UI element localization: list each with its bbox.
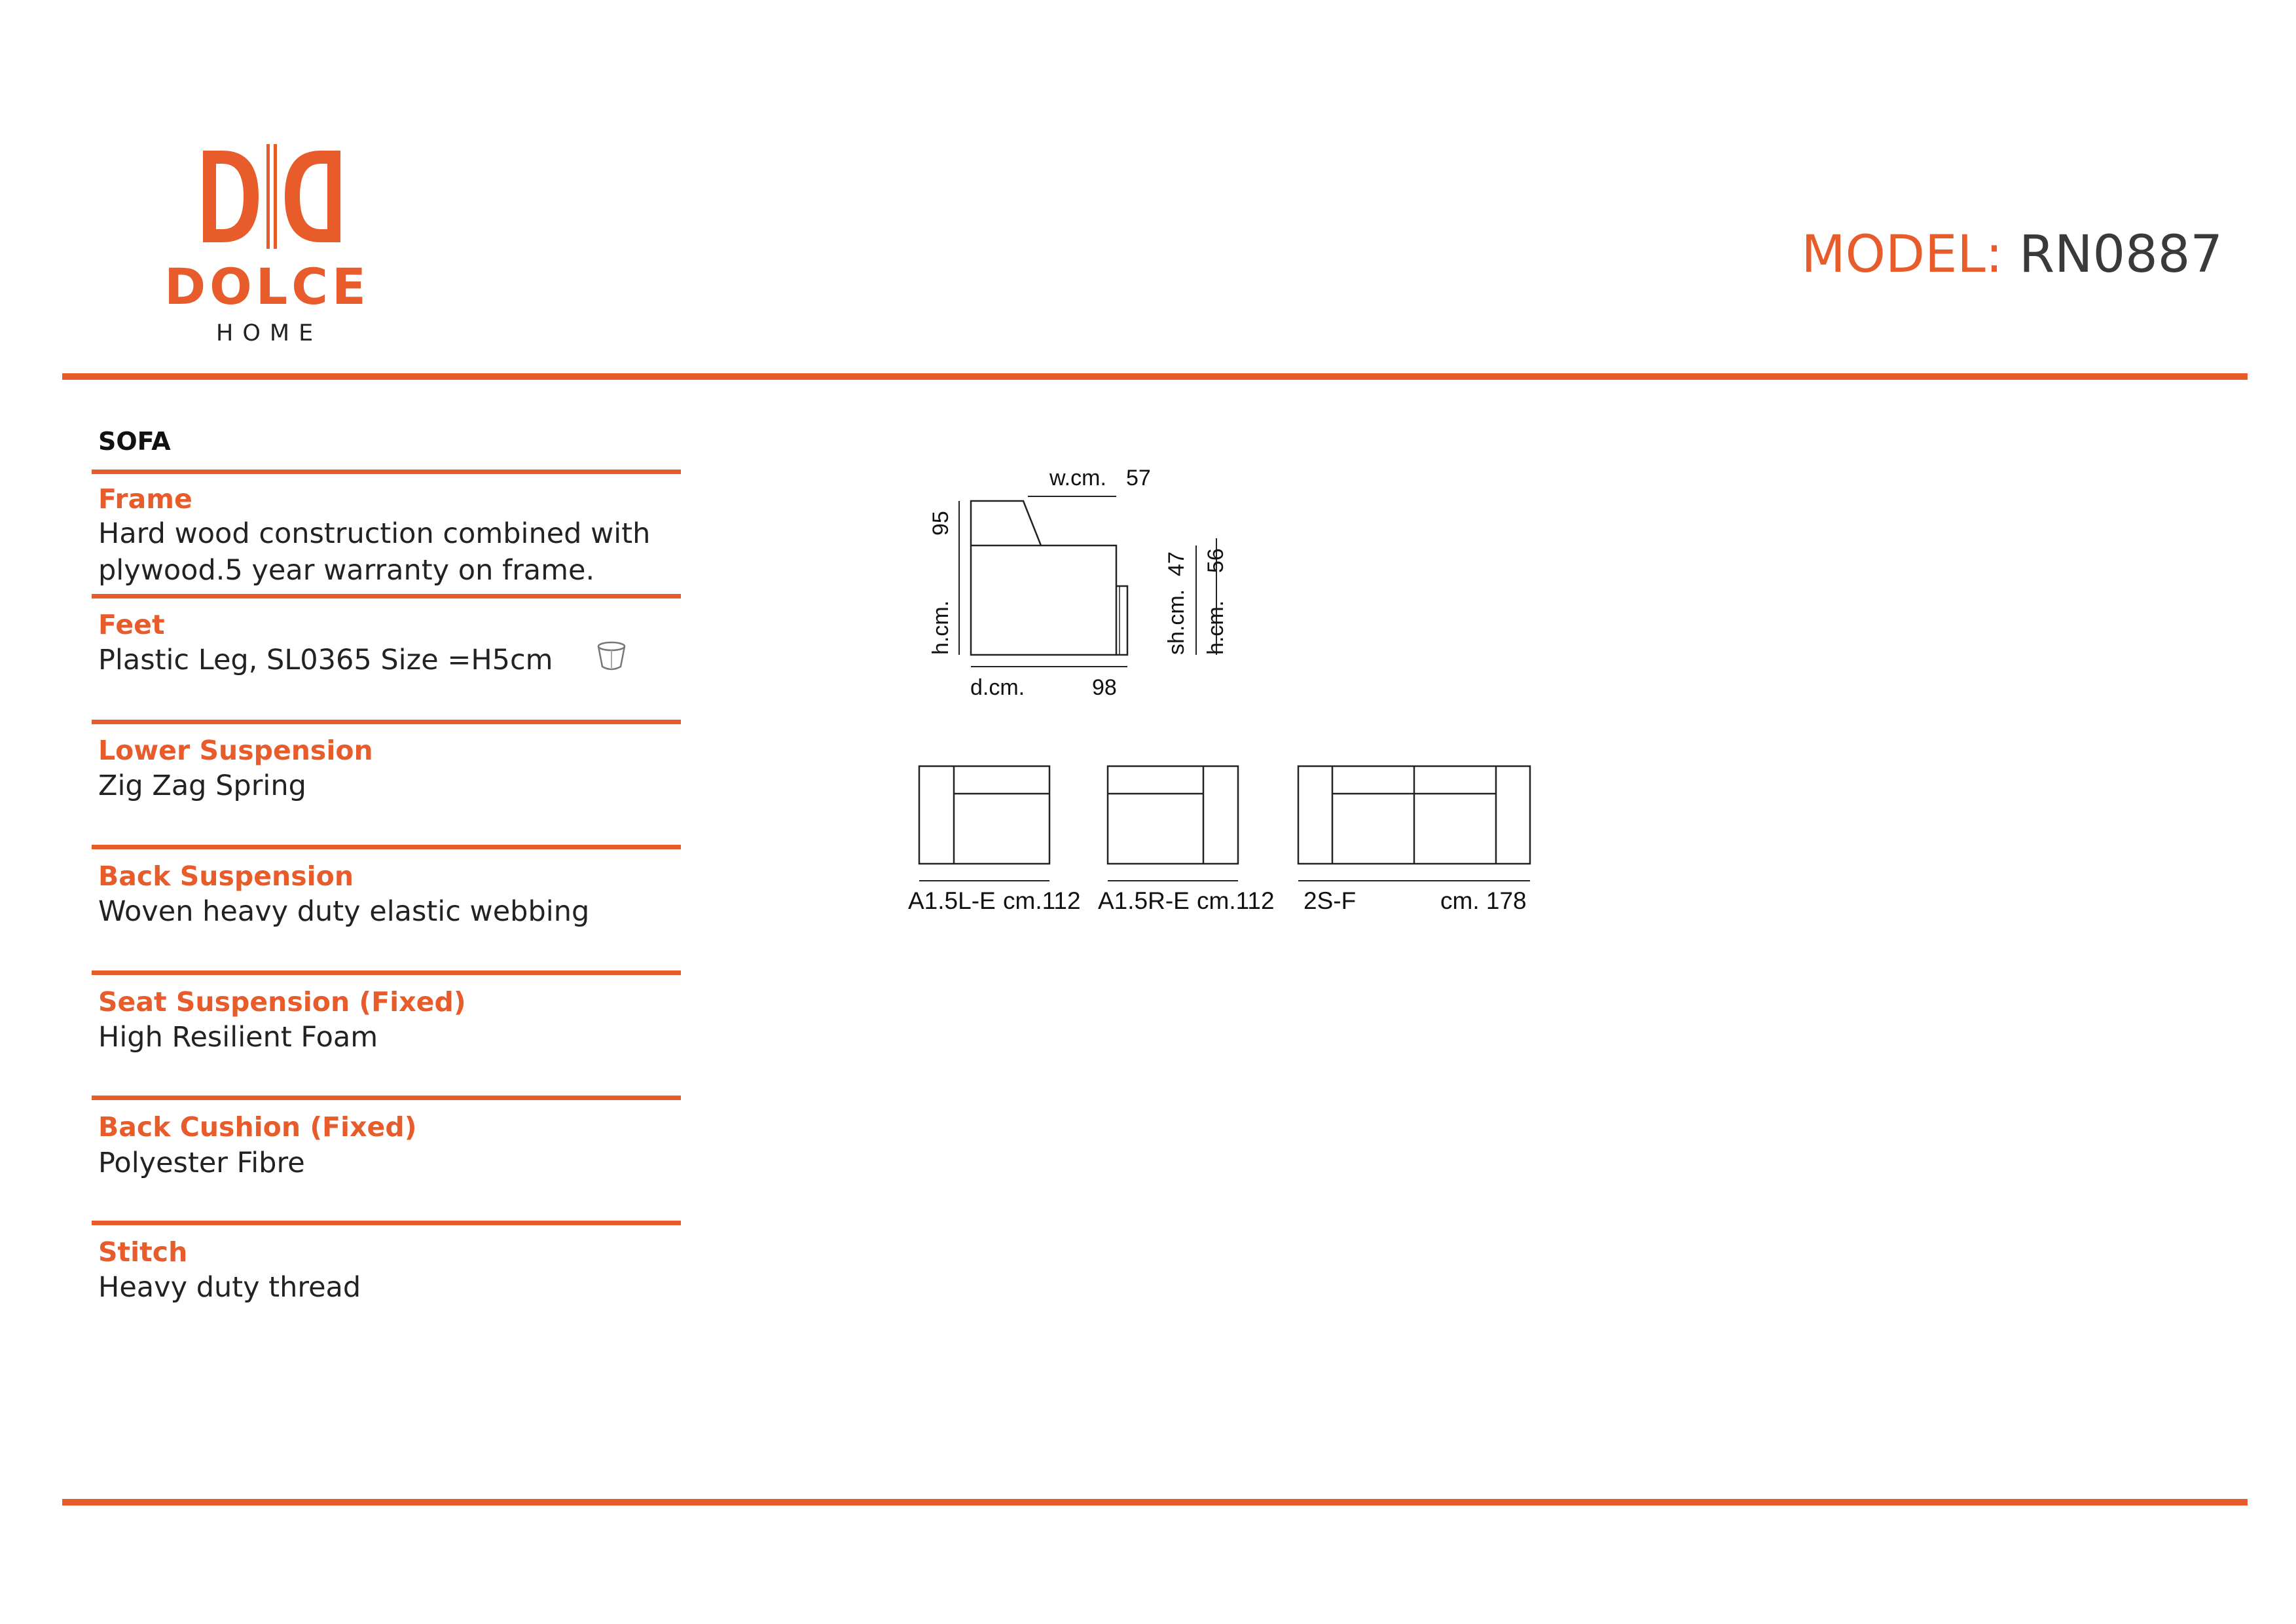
brand-subtitle: HOME bbox=[216, 320, 323, 346]
width-label: w.cm. bbox=[1049, 466, 1106, 490]
arm-height-label: h.cm. bbox=[1203, 600, 1228, 655]
module-a15l-e-drawing bbox=[919, 766, 1049, 881]
section-text-back-suspension: Woven heavy duty elastic webbing bbox=[98, 895, 590, 928]
section-text-seat-suspension: High Resilient Foam bbox=[98, 1021, 378, 1054]
seat-height-label: sh.cm. bbox=[1164, 589, 1189, 655]
module-code-2s-f: 2S-F bbox=[1303, 887, 1357, 914]
section-title-seat-suspension: Seat Suspension (Fixed) bbox=[98, 986, 466, 1018]
product-type: SOFA bbox=[98, 427, 171, 456]
section-title-back-cushion: Back Cushion (Fixed) bbox=[98, 1111, 417, 1143]
section-title-feet: Feet bbox=[98, 609, 165, 640]
depth-label: d.cm. bbox=[970, 675, 1025, 700]
module-width-a15r-e: cm.112 bbox=[1197, 887, 1275, 914]
section-text-lower-suspension: Zig Zag Spring bbox=[98, 769, 306, 802]
module-2s-f-drawing bbox=[1298, 766, 1530, 881]
section-text-stitch: Heavy duty thread bbox=[98, 1271, 361, 1304]
arm-height-value: 56 bbox=[1203, 548, 1228, 573]
height-label: h.cm. bbox=[928, 600, 953, 655]
section-text-feet: Plastic Leg, SL0365 Size =H5cm bbox=[98, 644, 553, 676]
section-text-frame-line1: Hard wood construction combined with bbox=[98, 517, 651, 550]
section-title-lower-suspension: Lower Suspension bbox=[98, 735, 373, 766]
section-text-frame-line2: plywood.5 year warranty on frame. bbox=[98, 554, 595, 587]
module-width-a15l-e: cm.112 bbox=[1003, 887, 1081, 914]
section-title-stitch: Stitch bbox=[98, 1236, 188, 1268]
section-text-back-cushion: Polyester Fibre bbox=[98, 1147, 305, 1179]
model-label: MODEL: bbox=[1801, 225, 2003, 284]
section-title-back-suspension: Back Suspension bbox=[98, 860, 354, 892]
width-value: 57 bbox=[1126, 466, 1151, 490]
section-title-frame: Frame bbox=[98, 483, 192, 515]
module-width-2s-f: cm. 178 bbox=[1440, 887, 1527, 914]
brand-name: DOLCE bbox=[164, 257, 370, 316]
model-number: RN0887 bbox=[2018, 225, 2223, 284]
module-code-a15r-e: A1.5R-E bbox=[1098, 887, 1190, 914]
module-a15r-e-drawing bbox=[1108, 766, 1238, 881]
depth-value: 98 bbox=[1092, 675, 1117, 700]
module-code-a15l-e: A1.5L-E bbox=[908, 887, 996, 914]
seat-height-value: 47 bbox=[1164, 551, 1189, 576]
height-value: 95 bbox=[928, 511, 953, 536]
